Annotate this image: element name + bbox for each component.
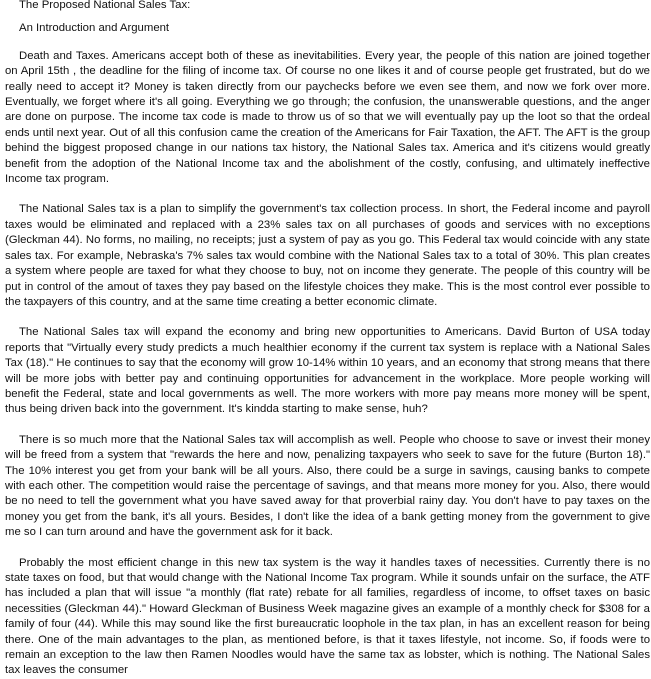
paragraph-necessities: Probably the most efficient change in this new tax system is the way it handles taxes of necessities. Currently there is no state taxes on food, but that would change with the National Income Tax program. While it sounds unfair on the surface, the ATF has included a plan that will issue "a monthly (flat rate) rebate for all families, regardless of income, to offset taxes on basic necessities (Gleckman 44)." Howard Gleckman of Business Week magazine gives an example of a monthly check for $308 for a family of four (44). While this may sound like the first bureaucratic loophole in the tax plan, in has an excellent reason for being there. One of the main advantages to the plan, as mentioned before, is that it taxes lifestyle, not income. So, if foods were to remain an exception to the law then Ramen Noodles would have the same tax as lobster, which is nothing. The National Sales tax leaves the consumer (5, 556, 650, 677)
paragraph-economy: The National Sales tax will expand the economy and bring new opportunities to Americans. David Burton of USA today reports that "Virtually every study predicts a much healthier economy if the current tax system is replace with a National Sales Tax (18)." He continues to say that the economy will grow 10-14% within 10 years, and an economy that strong means that there will be more jobs with better pay and continuing opportunities for advancement in the workplace. More people working will benefit the Federal, state and local governments as well. The more workers with more pay means more money will be spent, thus being driven back into the government. It's kindda starting to make sense, huh? (5, 326, 650, 416)
paragraph-savings: There is so much more that the National Sales tax will accomplish as well. People who choose to save or invest their money will be freed from a system that "rewards the here and now, penalizing taxpayers who seek to save for the future (Burton 18)." The 10% interest you get from your bank will be all yours. Also, there could be a surge in savings, causing banks to compete with each other. The competition would raise the percentage of savings, and that means more money for you. Also, there would be no need to tell the government what you have saved away for that proverbial rainy day. You don't have to pay taxes on the money you get from the bank, it's all yours. Besides, I don't like the idea of a bank getting money from the government to give me so I can turn around and have the government ask for it back. (5, 433, 650, 539)
paragraph-plan-overview: The National Sales tax is a plan to simplify the government's tax collection process. In short, the Federal income and payroll taxes would be eliminated and replaced with a 23% sales tax on all purchases of goods and services with no exceptions (Gleckman 44). No forms, no mailing, no receipts; just a system of pay as you go. This Federal tax would coincide with any state sales tax. For example, Nebraska's 7% sales tax would combine with the National Sales tax to a total of 30%. This plan creates a system where people are taxed for what they choose to buy, not on income they generate. The people of this country will be put in control of the amout of taxes they pay based on the lifestyle choices they make. This is the most control ever possible to the taxpayers of this country, and at the same time creating a better economic climate. (5, 203, 650, 308)
document-subtitle: An Introduction and Argument (19, 22, 170, 35)
paragraph-intro: Death and Taxes. Americans accept both of these as inevitabilities. Every year, the people of this nation are joined together on April 15th , the deadline for the filing of income tax. Of course no one likes it and of course people get frustrated, but do we really need to accept it? Money is taken directly from our paychecks before we even see them, and now we fork over more. Eventually, we forget where it's all going. Everything we go through; the confusion, the unanswerable questions, and the anger are done on purpose. The income tax code is made to throw us of so that we will eventually pay up the loot so that the ordeal ends until next year. Out of all this confusion came the creation of the Americans for Fair Taxation, the AFT. The AFT is the group behind the biggest proposed change in our nations tax history, the National Sales tax. America and it's citizens would greatly benefit from the adoption of the National Income tax and the abolishment of the costly, confusing, and ultimately ineffective Income tax program. (5, 49, 650, 186)
document-title: The Proposed National Sales Tax: (19, 0, 191, 11)
document-page (5, 0, 650, 679)
